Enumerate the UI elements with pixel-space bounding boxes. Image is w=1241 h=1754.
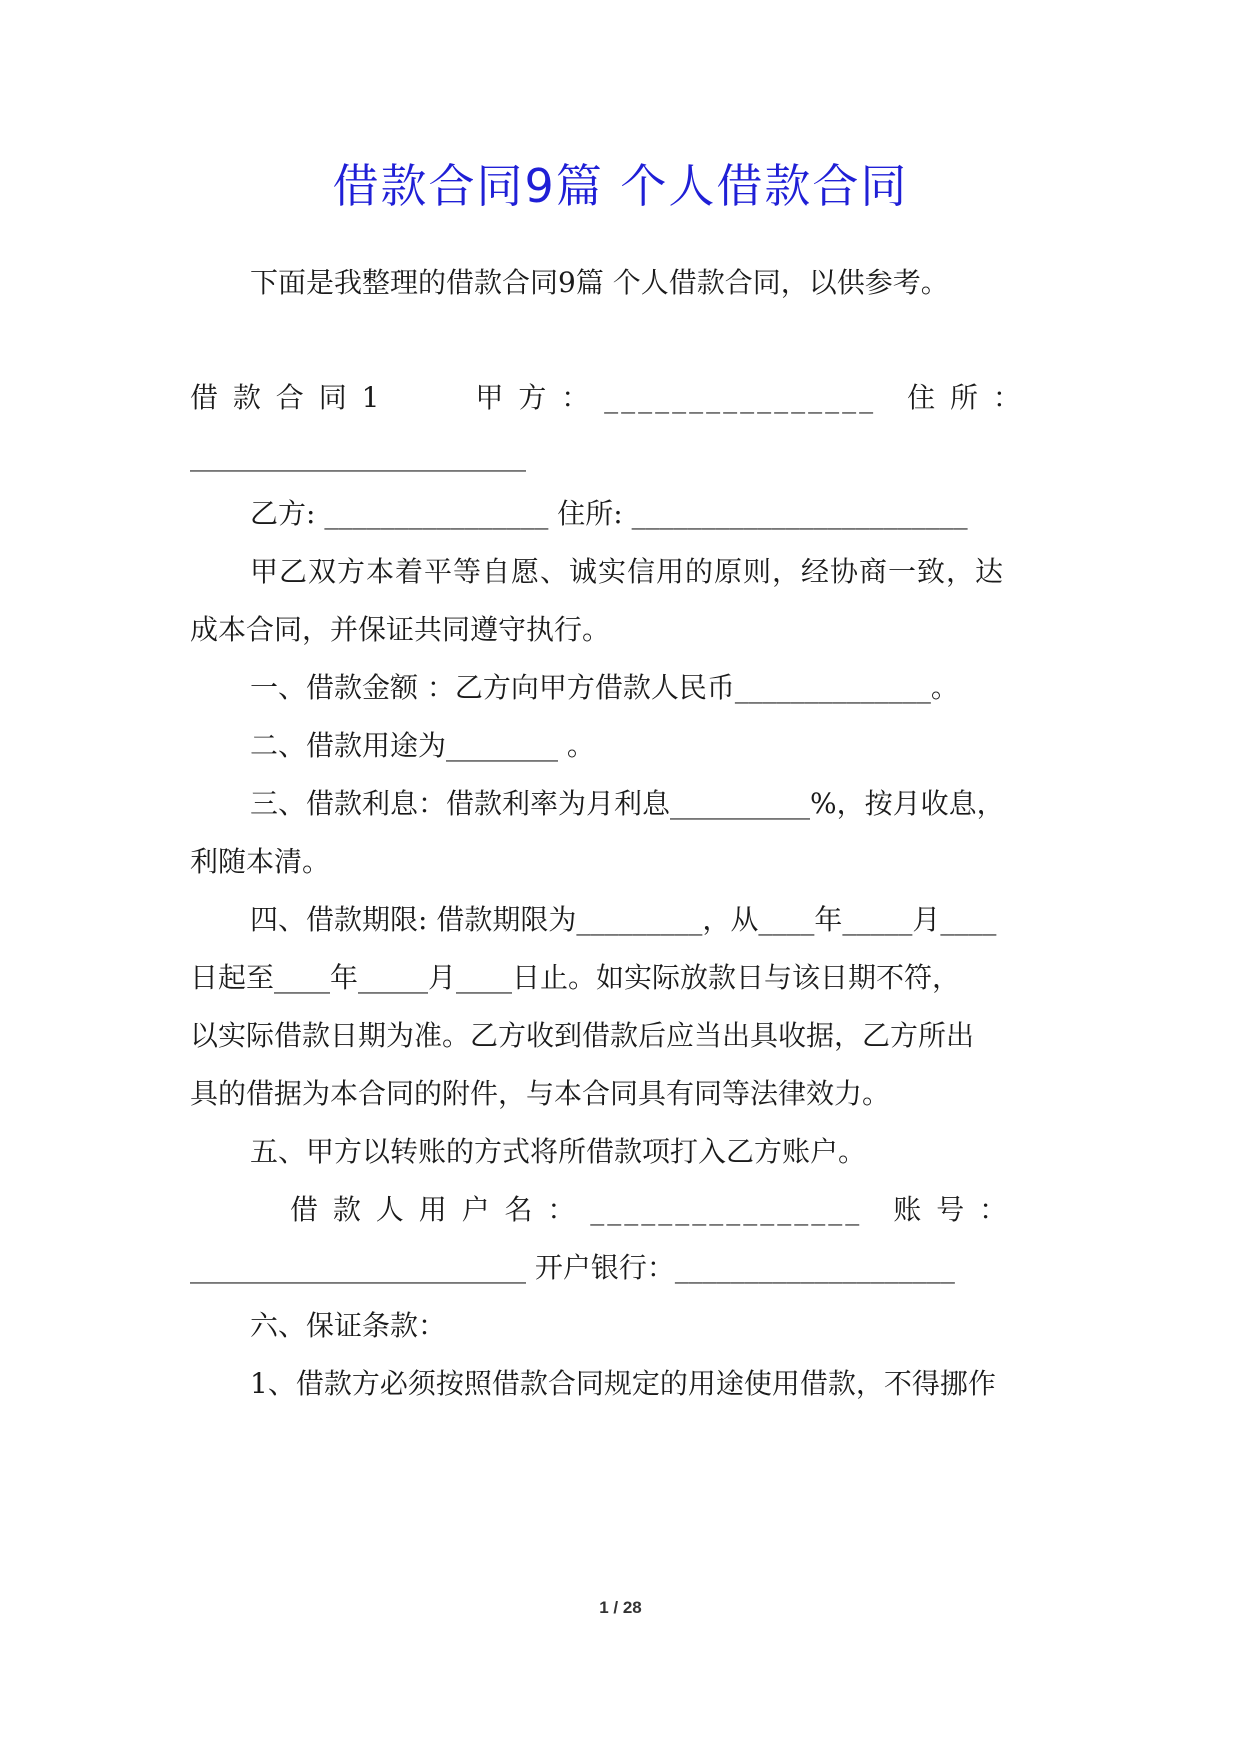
clause-3-interest-1: 三、借款利息：借款利率为月利息__________%，按月收息， xyxy=(250,787,1005,820)
clause-4-term-2: 日起至____年_____月____日止。如实际放款日与该日期不符， xyxy=(190,961,961,994)
clause-5-transfer: 五、甲方以转账的方式将所借款项打入乙方账户。 xyxy=(250,1135,867,1168)
party-a-address-blank: ________________________ xyxy=(190,439,526,472)
intro-paragraph: 下面是我整理的借款合同9篇 个人借款合同，以供参考。 xyxy=(250,266,949,299)
contract-1-party-a-line: 借 款 合 同 1 甲 方 ： ________________ 住 所 ： xyxy=(190,381,1024,414)
clause-4-term-1: 四、借款期限: 借款期限为_________，从____年_____月____ xyxy=(250,903,997,936)
clause-3-interest-2: 利随本清。 xyxy=(190,845,331,878)
paragraph-principle-2: 成本合同，并保证共同遵守执行。 xyxy=(190,613,611,646)
paragraph-principle-1: 甲乙双方本着平等自愿、诚实信用的原则，经协商一致，达 xyxy=(250,555,1005,588)
document-title: 借款合同9篇 个人借款合同 xyxy=(332,159,909,213)
borrower-account-line: 借 款 人 用 户 名 ： ________________ 账 号 ： xyxy=(290,1193,1011,1226)
bank-line: ________________________ 开户银行：____________________ xyxy=(190,1251,955,1284)
clause-1-amount: 一、借款金额 ：乙方向甲方借款人民币______________。 xyxy=(250,671,959,704)
page-indicator: 1 / 28 xyxy=(599,1598,642,1617)
clause-4-term-3: 以实际借款日期为准。乙方收到借款后应当出具收据，乙方所出 xyxy=(190,1019,975,1052)
clause-6-guarantee: 六、保证条款： xyxy=(250,1309,447,1342)
clause-6-item-1: 1、借款方必须按照借款合同规定的用途使用借款，不得挪作 xyxy=(250,1367,996,1400)
clause-2-purpose: 二、借款用途为________ 。 xyxy=(250,729,595,762)
clause-4-term-4: 具的借据为本合同的附件，与本合同具有同等法律效力。 xyxy=(190,1077,891,1110)
party-b-line: 乙方: ________________ 住所: ________________________ xyxy=(250,497,968,530)
